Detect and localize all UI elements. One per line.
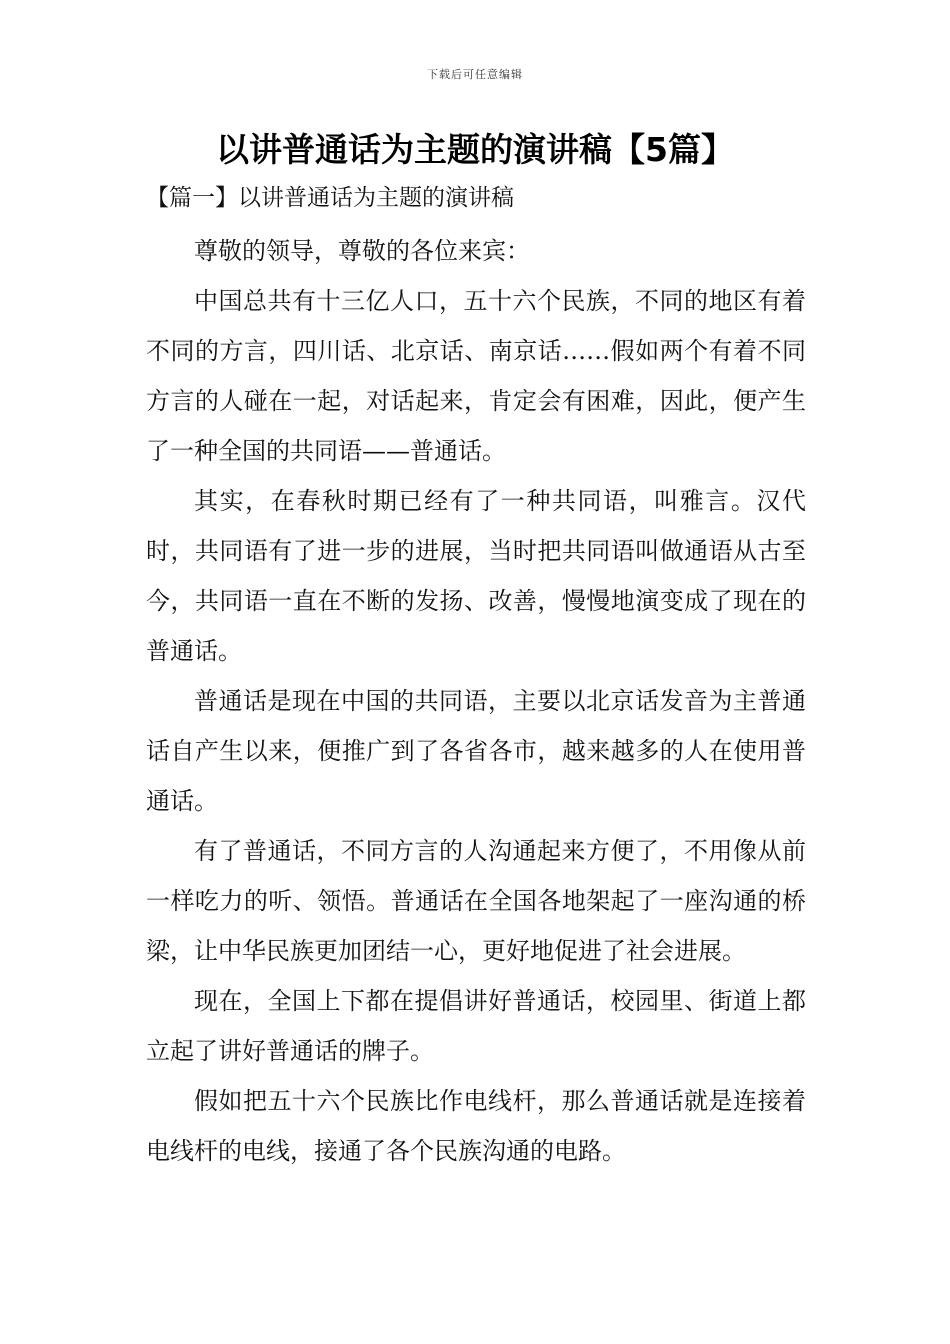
header-note: 下载后可任意编辑 <box>427 68 523 81</box>
document-title: 以讲普通话为主题的演讲稿【5篇】 <box>216 130 734 169</box>
paragraph: 其实，在春秋时期已经有了一种共同语，叫雅言。汉代时，共同语有了进一步的进展，当时把共同语叫做通语从古至今，共同语一直在不断的发扬、改善，慢慢地演变成了现在的普通话。 <box>146 487 806 665</box>
paragraph-salutation: 尊敬的领导，尊敬的各位来宾： <box>194 237 530 265</box>
paragraph: 现在，全国上下都在提倡讲好普通话，校园里、街道上都立起了讲好普通话的牌子。 <box>146 987 806 1065</box>
paragraph: 普通话是现在中国的共同语，主要以北京话发音为主普通话自产生以来，便推广到了各省各市，越来越多的人在使用普通话。 <box>146 687 806 815</box>
paragraph: 中国总共有十三亿人口，五十六个民族，不同的地区有着不同的方言，四川话、北京话、南京话……假如两个有着不同方言的人碰在一起，对话起来，肯定会有困难，因此，便产生了一种全国的共同语——普通话。 <box>146 287 806 465</box>
section-heading: 【篇一】以讲普通话为主题的演讲稿 <box>146 185 514 211</box>
paragraph: 假如把五十六个民族比作电线杆，那么普通话就是连接着电线杆的电线，接通了各个民族沟通的电路。 <box>146 1087 806 1165</box>
document-body <box>146 226 806 1176</box>
paragraph: 有了普通话，不同方言的人沟通起来方便了，不用像从前一样吃力的听、领悟。普通话在全国各地架起了一座沟通的桥梁，让中华民族更加团结一心，更好地促进了社会进展。 <box>146 837 806 965</box>
